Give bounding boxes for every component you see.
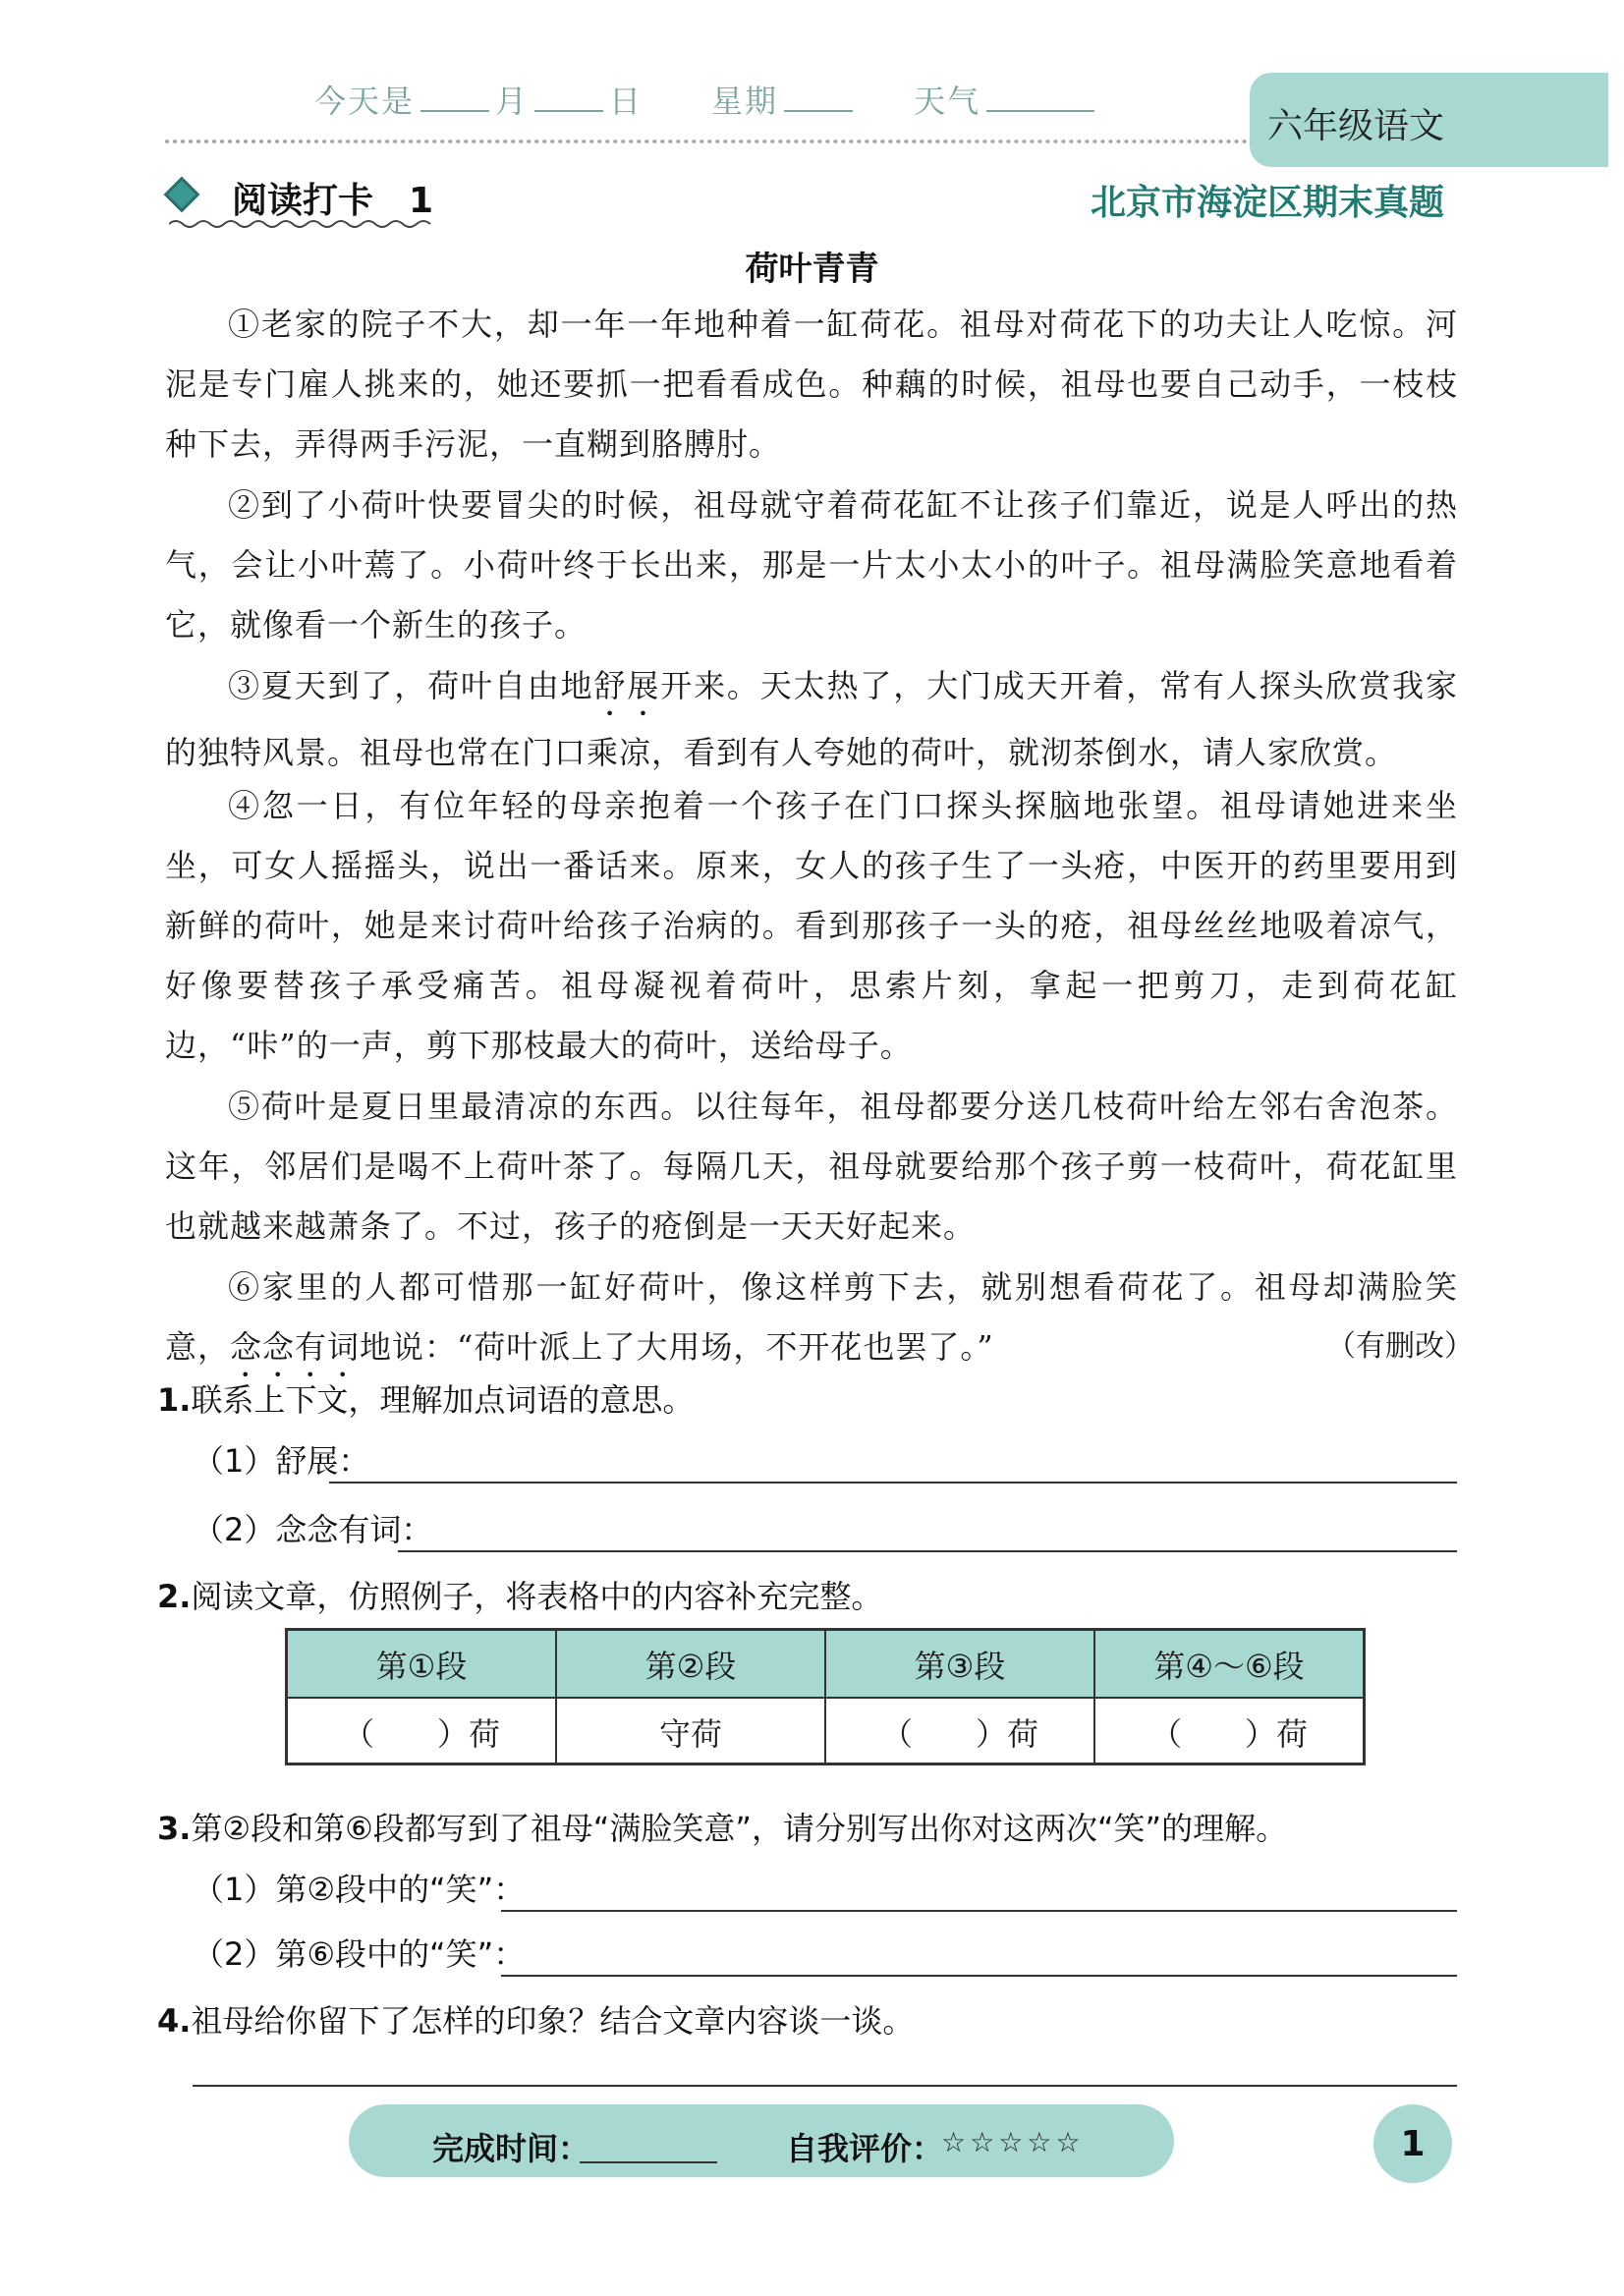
- table-answer-cell[interactable]: （ ）荷: [826, 1699, 1095, 1764]
- header-dotted-divider: [165, 140, 1295, 143]
- fill-in-table: [285, 1628, 1366, 1765]
- question-2-number: 2.: [157, 1578, 192, 1615]
- question-1b-answer-line[interactable]: [398, 1550, 1457, 1552]
- paragraph-6: [165, 1258, 1458, 1384]
- table-header-cell: 第②段: [557, 1631, 826, 1697]
- question-1-number: 1.: [157, 1381, 192, 1419]
- question-1b-label: （2）念念有词：: [193, 1511, 433, 1548]
- question-1a-answer-line[interactable]: [329, 1482, 1457, 1484]
- source-label: 北京市海淀区期末真题: [1091, 183, 1445, 223]
- today-label: 今天是: [314, 83, 416, 120]
- grade-subject-label: 六年级语文: [1267, 106, 1445, 146]
- date-weather-header: [314, 77, 1100, 122]
- paragraph-4: ④忽一日，有位年轻的母亲抱着一个孩子在门口探头探脑地张望。祖母请她进来坐坐，可女人摇摇头，说出一番话来。原来，女人的孩子生了一头疮，中医开的药里要用到新鲜的荷叶，她是来讨荷叶给孩子治病的。看到那孩子一头的疮，祖母丝丝地吸着凉气，好像要替孩子承受痛苦。祖母凝视着荷叶，思索片刻，拿起一把剪刀，走到荷花缸边，“咔”的一声，剪下那枝最大的荷叶，送给母子。: [165, 787, 1458, 1064]
- paragraph-2: ②到了小荷叶快要冒尖的时候，祖母就守着荷花缸不让孩子们靠近，说是人呼出的热气，会让小叶蔫了。小荷叶终于长出来，那是一片太小太小的叶子。祖母满脸笑意地看着它，就像看一个新生的孩子。: [165, 486, 1458, 644]
- diamond-icon: [164, 177, 200, 213]
- table-answer-cell: 守荷: [557, 1699, 826, 1764]
- question-3b-answer-line[interactable]: [501, 1975, 1457, 1977]
- question-4-answer-line[interactable]: [193, 2085, 1457, 2087]
- table-header-row: [288, 1631, 1363, 1699]
- section-title: 阅读打卡 1: [232, 181, 434, 221]
- weekday-blank[interactable]: [784, 83, 853, 112]
- paragraph-3-text-b: 开来。天太热了，大门成天开着，常有人探头欣赏我家的独特风景。祖母也常在门口乘凉，看到有人夸她的荷叶，就沏茶倒水，请人家欣赏。: [165, 667, 1458, 771]
- star-rating-icon[interactable]: ☆☆☆☆☆: [941, 2126, 1085, 2158]
- paragraph-6-text-b: 地说：“荷叶派上了大用场，不开花也罢了。”: [360, 1328, 994, 1366]
- paragraph-6-text-a: ⑥家里的人都可惜那一缸好荷叶，像这样剪下去，就别想看荷花了。祖母却满脸笑意，: [165, 1268, 1458, 1366]
- question-3-number: 3.: [157, 1810, 192, 1847]
- day-label: 日: [609, 83, 644, 120]
- question-2: [157, 1572, 882, 1617]
- paragraph-3-text-a: ③夏天到了，荷叶自由地: [228, 667, 594, 704]
- question-3b-label: （2）第⑥段中的“笑”：: [193, 1935, 526, 1973]
- table-answer-row: [288, 1699, 1363, 1764]
- month-blank[interactable]: [420, 83, 489, 112]
- question-3a-label: （1）第②段中的“笑”：: [193, 1871, 526, 1908]
- question-3-text: 第②段和第⑥段都写到了祖母“满脸笑意”，请分别写出你对这两次“笑”的理解。: [191, 1810, 1288, 1847]
- weekday-label: 星期: [711, 83, 779, 120]
- paragraph-3: [165, 656, 1458, 783]
- emphasized-word-shuzhan: 舒展: [593, 667, 661, 704]
- question-1: [157, 1375, 694, 1421]
- paragraph-1: ①老家的院子不大，却一年一年地种着一缸荷花。祖母对荷花下的功夫让人吃惊。河泥是专门雇人挑来的，她还要抓一把看看成色。种藕的时候，祖母也要自己动手，一枝枝种下去，弄得两手污泥，一直糊到胳膊肘。: [165, 306, 1458, 463]
- question-1a-label: （1）舒展：: [193, 1442, 370, 1480]
- table-answer-cell[interactable]: （ ）荷: [1149, 1714, 1308, 1753]
- table-answer-cell[interactable]: （ ）荷: [288, 1699, 557, 1764]
- paragraph-5: ⑤荷叶是夏日里最清凉的东西。以往每年，祖母都要分送几枝荷叶给左邻右舍泡茶。这年，邻居们是喝不上荷叶茶了。每隔几天，祖母就要给那个孩子剪一枝荷叶，荷花缸里也就越来越萧条了。不过，孩子的疮倒是一天天好起来。: [165, 1088, 1458, 1245]
- completion-time-label: 完成时间：: [432, 2130, 590, 2167]
- page-number: 1: [1373, 2104, 1452, 2183]
- question-2-text: 阅读文章，仿照例子，将表格中的内容补充完整。: [191, 1578, 883, 1615]
- question-1-text: 联系上下文，理解加点词语的意思。: [191, 1381, 695, 1419]
- question-3: [157, 1804, 1287, 1849]
- completion-time-blank[interactable]: [580, 2161, 717, 2163]
- question-3a-answer-line[interactable]: [501, 1910, 1457, 1912]
- wave-underline-icon: [169, 218, 434, 230]
- question-4-number: 4.: [157, 2002, 192, 2040]
- table-header-cell: 第①段: [288, 1631, 557, 1697]
- question-4-text: 祖母给你留下了怎样的印象？结合文章内容谈一谈。: [191, 2002, 915, 2040]
- edit-note: （有删改）: [1326, 1329, 1474, 1364]
- day-blank[interactable]: [534, 83, 603, 112]
- weather-label: 天气: [914, 83, 981, 120]
- table-header-cell: 第③段: [826, 1631, 1095, 1697]
- self-evaluation-label: 自我评价：: [786, 2130, 944, 2167]
- question-4: [157, 1996, 914, 2042]
- article-title: 荷叶青青: [745, 250, 879, 289]
- month-label: 月: [495, 83, 530, 120]
- emphasized-word-niannianyouci: 念念有词: [230, 1328, 361, 1366]
- weather-blank[interactable]: [986, 83, 1094, 112]
- table-header-cell: 第④～⑥段: [1153, 1647, 1305, 1685]
